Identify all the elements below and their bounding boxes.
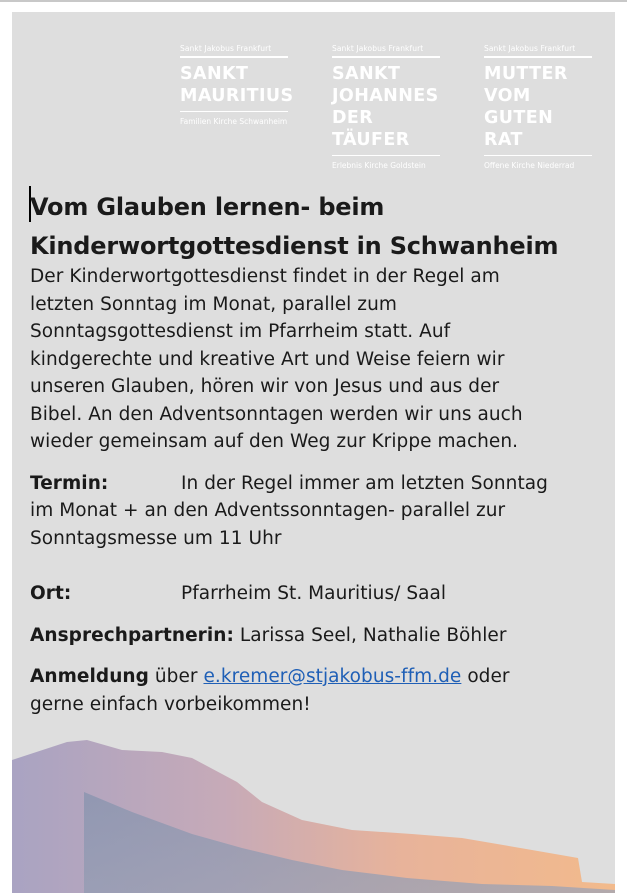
logo-subtitle: Familien Kirche Schwanheim [180,117,288,126]
registration-pre: über [154,666,198,687]
logo-line: MAURITIUS [180,85,294,106]
intro-line: Der Kinderwortgottesdienst findet in der Regel am [30,266,500,287]
logo-line: SANKT [332,63,401,84]
termin-paragraph [30,470,570,553]
headline [30,188,570,266]
logo-subtitle: Erlebnis Kirche Goldstein [332,161,426,170]
page-margin [615,12,627,893]
logo-line: JOHANNES [332,85,439,106]
intro-line: letzten Sonntag im Monat, parallel zum [30,293,397,315]
document-text [30,188,570,718]
intro-line: wieder gemeinsam auf den Weg zur Krippe machen. [30,431,519,452]
ort-value: Pfarrheim St. Mauritius/ Saal [181,583,447,604]
intro-line: unseren Glauben, hören wir von Jesus und aus der [30,376,500,397]
registration-post: oder [467,666,510,687]
registration-text: gerne einfach vorbeikommen! [30,693,311,715]
logo-parish-name: Sankt Jakobus Frankfurt [332,44,424,53]
logo-line: MUTTER [484,63,568,84]
registration-paragraph [30,663,570,718]
termin-text: im Monat + an den Adventssonntagen- parallel zur [30,500,506,521]
logo-line: SANKT [180,63,249,84]
termin-text: In der Regel immer am letzten Sonntag [181,472,548,494]
logo-parish-name: Sankt Jakobus Frankfurt [180,44,272,53]
logo-line: TÄUFER [332,129,410,150]
email-link[interactable]: e.kremer@stjakobus-ffm.de [203,666,462,687]
logo-line: GUTEN [484,107,554,128]
intro-line: Sonntagsgottesdienst im Pfarrheim statt. Auf [30,321,451,342]
logo-line: DER [332,107,374,128]
intro-line: kindgerechte und kreative Art und Weise feiern wir [30,348,505,370]
ort-paragraph [30,580,570,608]
intro-paragraph [30,263,570,456]
headline-line: Kinderwortgottesdienst in Schwanheim [30,232,559,260]
intro-line: Bibel. An den Adventsonntagen werden wir uns auch [30,403,523,425]
termin-label: Termin: [30,472,109,494]
contact-paragraph [30,622,570,650]
logo-line: VOM [484,85,531,106]
contact-label: Ansprechpartnerin: [30,624,234,646]
logo-parish-name: Sankt Jakobus Frankfurt [484,44,576,53]
logo-line: RAT [484,129,523,150]
contact-names: Larissa Seel, Nathalie Böhler [239,624,507,646]
headline-line: Vom Glauben lernen- beim [30,193,385,221]
logo-subtitle: Offene Kirche Niederrad [484,161,575,170]
ort-label: Ort: [30,583,72,604]
termin-text: Sonntagsmesse um 11 Uhr [30,527,282,549]
top-border [0,0,627,2]
registration-label: Anmeldung [30,666,149,687]
